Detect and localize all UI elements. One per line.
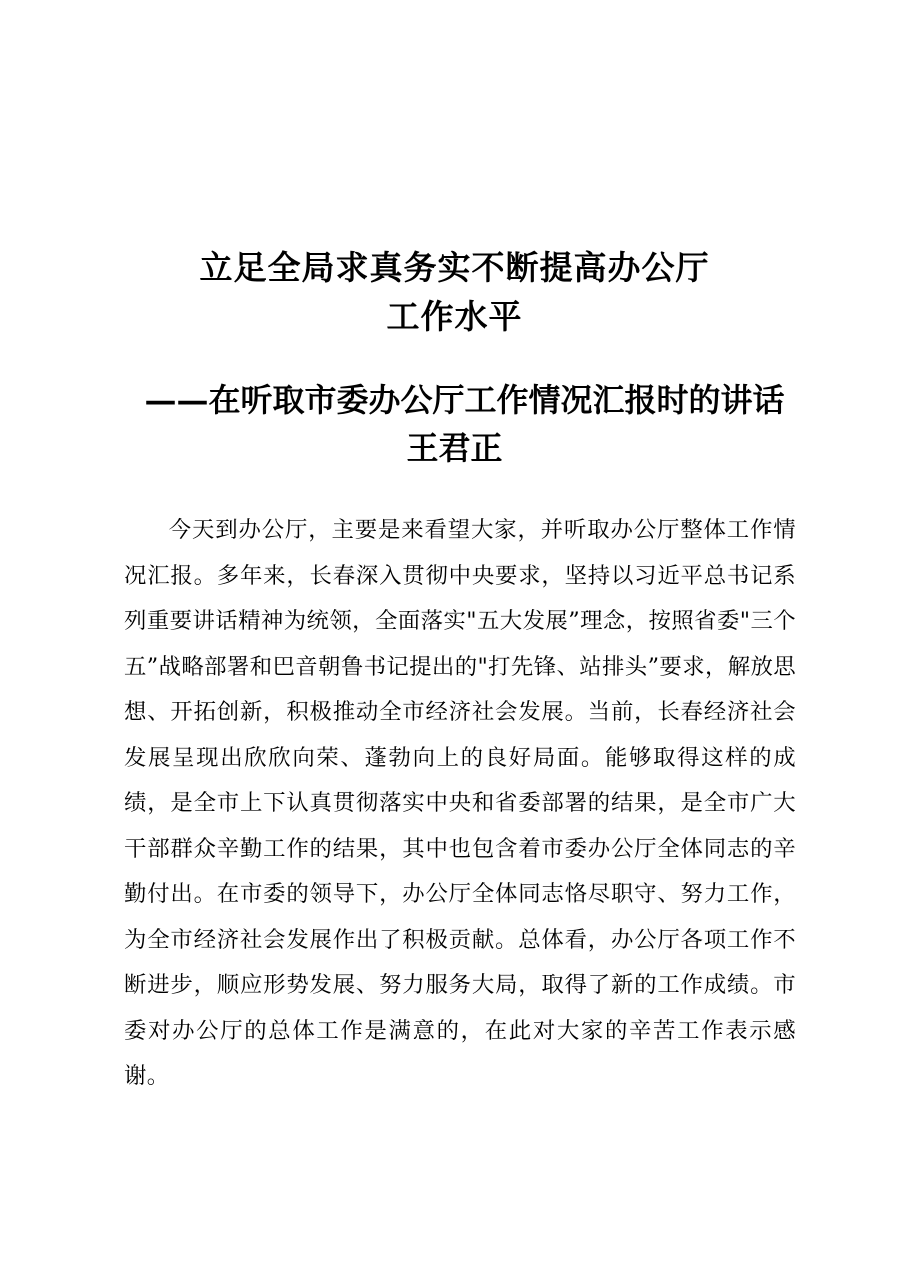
title-line-2: 工作水平	[386, 297, 523, 336]
subtitle: ——在听取市委办公厅工作情况汇报时的讲话	[144, 381, 785, 419]
title-line-1: 立足全局求真务实不断提高办公厅	[199, 248, 710, 287]
body-paragraph: 今天到办公厅，主要是来看望大家，并听取办公厅整体工作情况汇报。多年来，长春深入贯彻中央要求，坚持以习近平总书记系列重要讲话精神为统领，全面落实"五大发展”理念，按照省委"三个五”战略部署和巴音朝鲁书记提出的"打先锋、站排头”要求，解放思想、开拓创新，积极推动全市经济社会发展。当前，长春经济社会发展呈现出欣欣向荣、蓬勃向上的良好局面。能够取得这样的成绩，是全市上下认真贯彻落实中央和省委部署的结果，是全市广大干部群众辛勤工作的结果，其中也包含着市委办公厅全体同志的辛勤付出。在市委的领导下，办公厅全体同志恪尽职守、努力工作，为全市经济社会发展作出了积极贡献。总体看，办公厅各项工作不断进步，顺应形势发展、努力服务大局，取得了新的工作成绩。市委对办公厅的总体工作是满意的，在此对大家的辛苦工作表示感谢。	[124, 517, 796, 1089]
author-name: 王君正	[406, 429, 503, 467]
